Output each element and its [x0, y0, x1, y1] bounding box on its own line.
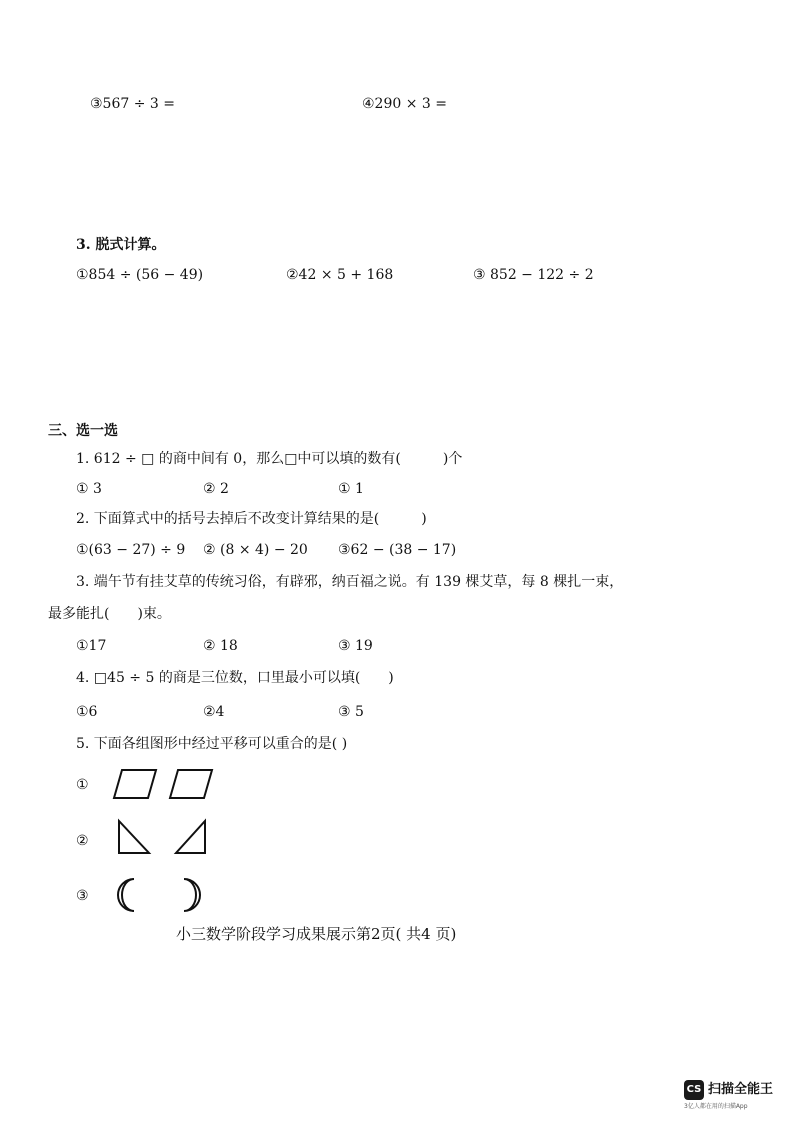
mc-q3-text-line2: 最多能扎( )束。	[48, 606, 171, 622]
parallelogram-pair	[112, 768, 218, 802]
step-calc-heading: 3. 脱式计算。	[76, 237, 166, 253]
page-footer: 小三数学阶段学习成果展示第2页( 共4 页)	[176, 925, 457, 943]
crescent-right	[184, 879, 200, 911]
camscanner-tagline: 3亿人都在用的扫描App	[684, 1103, 748, 1110]
mc-q5-option-3-label: ③	[76, 888, 89, 904]
mc-q4-text: 4. □45 ÷ 5 的商是三位数，口里最小可以填( )	[76, 670, 394, 686]
camscanner-name: 扫描全能王	[708, 1082, 774, 1097]
right-triangle-1	[119, 821, 149, 853]
mc-q3-option-b: ② 18	[203, 638, 238, 654]
parallelogram-1	[114, 770, 156, 798]
mc-q1-option-b: ② 2	[203, 481, 229, 497]
triangle-pair	[116, 818, 210, 856]
crescent-pair	[112, 876, 208, 914]
mc-q2-text: 2. 下面算式中的括号去掉后不改变计算结果的是( )	[76, 511, 427, 527]
mc-q3-option-c: ③ 19	[338, 638, 373, 654]
right-triangle-2	[176, 821, 205, 853]
mc-q2-option-a: ①(63 − 27) ÷ 9	[76, 542, 186, 558]
mc-q1-option-c: ① 1	[338, 481, 364, 497]
step-calc-q2: ②42 × 5 + 168	[286, 267, 394, 283]
step-calc-q1: ①854 ÷ (56 − 49)	[76, 267, 204, 283]
mc-q4-option-a: ①6	[76, 704, 98, 720]
mc-q3-option-a: ①17	[76, 638, 107, 654]
calc-q3: ③567 ÷ 3 =	[90, 96, 175, 112]
step-calc-q3: ③ 852 − 122 ÷ 2	[473, 267, 594, 283]
section-3-heading: 三、选一选	[48, 423, 118, 439]
parallelogram-2	[170, 770, 212, 798]
mc-q2-option-b: ② (8 × 4) − 20	[203, 542, 308, 558]
mc-q1-text: 1. 612 ÷ □ 的商中间有 0，那么□中可以填的数有( )个	[76, 451, 463, 467]
mc-q2-option-c: ③62 − (38 − 17)	[338, 542, 457, 558]
mc-q5-option-2-label: ②	[76, 833, 89, 849]
crescent-left	[118, 879, 134, 911]
mc-q1-option-a: ① 3	[76, 481, 102, 497]
camscanner-logo-icon: CS	[684, 1080, 704, 1100]
mc-q5-text: 5. 下面各组图形中经过平移可以重合的是( )	[76, 736, 348, 752]
mc-q4-option-c: ③ 5	[338, 704, 364, 720]
mc-q3-text-line1: 3. 端午节有挂艾草的传统习俗，有辟邪，纳百福之说。有 139 棵艾草，每 8 棵扎一束，	[76, 574, 624, 590]
mc-q4-option-b: ②4	[203, 704, 225, 720]
calc-q4: ④290 × 3 =	[362, 96, 447, 112]
mc-q5-option-1-label: ①	[76, 777, 89, 793]
